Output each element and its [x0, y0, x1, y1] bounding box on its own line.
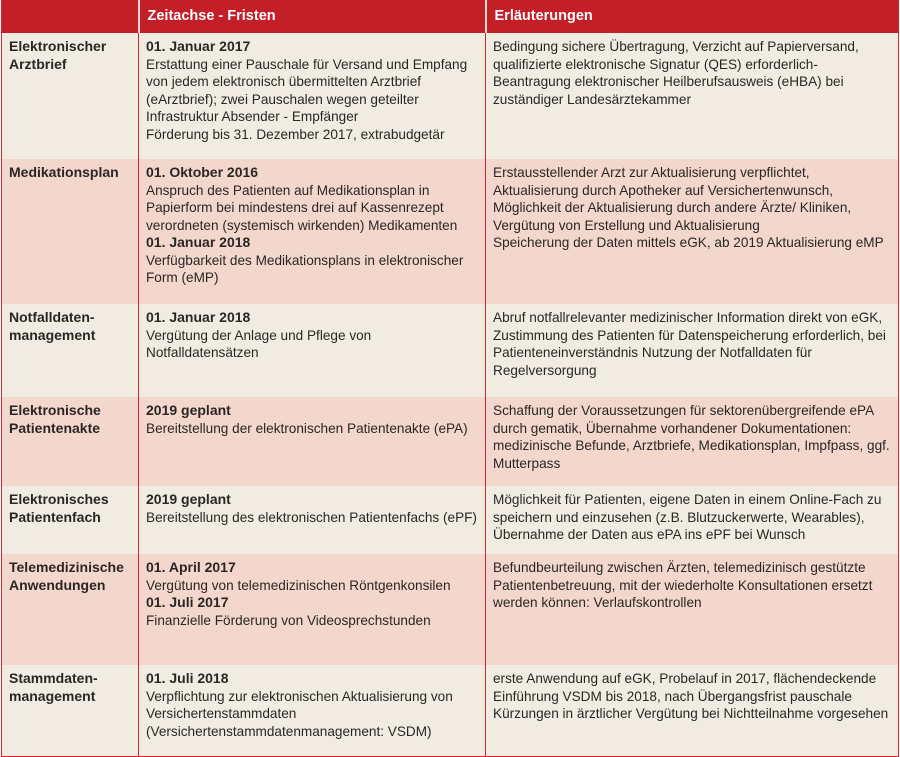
table-row-telemedizinische-anwendungen — [2, 554, 899, 665]
deadline-date: 01. Oktober 2016 — [146, 164, 259, 180]
timeline-cell — [139, 159, 486, 304]
timeline-cell — [139, 304, 486, 397]
deadline-date: 01. Januar 2018 — [146, 234, 251, 250]
header-notes: Erläuterungen — [486, 0, 899, 33]
header-application — [2, 0, 139, 33]
timeline-cell — [139, 554, 486, 665]
timeline-cell — [139, 665, 486, 756]
notes-cell — [486, 304, 899, 397]
application-name: Stammdaten- management — [9, 670, 98, 704]
timeline-cell — [139, 486, 486, 554]
application-cell — [2, 554, 139, 665]
timeline-cell — [139, 397, 486, 486]
notes-cell — [486, 33, 899, 159]
application-cell — [2, 665, 139, 756]
deadline-text: Erstattung einer Pauschale für Versand und Empfang von jedem elektronisch übermittelten Arztbrief (eArztbrief); zwei Pauschalen wegen geteilter Infrastruktur Absender - Empfänger — [146, 56, 468, 124]
application-name: Notfalldaten- management — [9, 309, 96, 343]
application-cell — [2, 304, 139, 397]
notes-text: Speicherung der Daten mittels eGK, ab 2019 Aktualisierung eMP — [493, 235, 884, 250]
deadline-date: 01. Juli 2017 — [146, 594, 229, 610]
timeline-cell — [139, 33, 486, 159]
application-cell — [2, 33, 139, 159]
deadline-text: Verpflichtung zur elektronischen Aktualisierung von Versichertenstammdaten (Versichertenstammdatenmanagement: VSDM) — [146, 688, 453, 739]
application-name: Elektronische Patientenakte — [9, 402, 101, 436]
application-name: Medikationsplan — [9, 164, 119, 180]
table-row-elektronischer-arztbrief — [2, 33, 899, 159]
table-row-notfalldatenmanagement — [2, 304, 899, 397]
notes-text: Erstausstellender Arzt zur Aktualisierung verpflichtet, Aktualisierung durch Apotheker auf Versichertenwunsch, Möglichkeit der Aktualisierung durch andere Ärzte/ Kliniken, Vergütung von Erstellung und Aktualisierung — [493, 165, 852, 233]
deadline-date: 2019 geplant — [146, 402, 231, 418]
application-name: Telemedizinische Anwendungen — [9, 559, 124, 593]
deadline-text: Verfügbarkeit des Medikationsplans in elektronischer Form (eMP) — [146, 252, 464, 285]
notes-text: Bedingung sichere Übertragung, Verzicht auf Papierversand, qualifizierte elektronische Signatur (QES) erforderlich- Beantragung elektronischer Heilberufsausweis (eHBA) bei zuständiger Landesärztekammer — [493, 39, 859, 107]
notes-cell — [486, 665, 899, 756]
deadline-date: 01. Juli 2018 — [146, 670, 229, 686]
notes-cell — [486, 486, 899, 554]
application-cell — [2, 397, 139, 486]
deadline-text: Förderung bis 31. Dezember 2017, extrabudgetär — [146, 126, 445, 142]
table-header-row — [2, 0, 899, 33]
table-row-medikationsplan — [2, 159, 899, 304]
notes-cell — [486, 397, 899, 486]
deadline-date: 01. Januar 2017 — [146, 38, 251, 54]
notes-text: Schaffung der Voraussetzungen für sektorenübergreifende ePA durch gematik, Übernahme vorhandener Dokumentationen: medizinische Befunde, Arztbriefe, Medikationsplan, Impfpass, ggf. Mutterpass — [493, 403, 890, 471]
table-row-elektronisches-patientenfach — [2, 486, 899, 554]
application-cell — [2, 486, 139, 554]
deadline-date: 2019 geplant — [146, 491, 231, 507]
deadline-text: Anspruch des Patienten auf Medikationsplan in Papierform bei mindestens drei auf Kassenrezept verordneten (systemisch wirkenden) Medikamenten — [146, 182, 458, 233]
deadline-date: 01. April 2017 — [146, 559, 236, 575]
deadline-text: Vergütung der Anlage und Pflege von Notfalldatensätzen — [146, 327, 372, 360]
application-cell — [2, 159, 139, 304]
application-name: Elektronischer Arztbrief — [9, 38, 107, 72]
deadline-text: Vergütung von telemedizinischen Röntgenkonsilen — [146, 577, 451, 593]
table-row-elektronische-patientenakte — [2, 397, 899, 486]
digital-health-timeline-table — [1, 0, 899, 757]
deadline-text: Bereitstellung der elektronischen Patientenakte (ePA) — [146, 420, 468, 436]
deadline-date: 01. Januar 2018 — [146, 309, 251, 325]
header-timeline: Zeitachse - Fristen — [139, 0, 486, 33]
notes-cell — [486, 159, 899, 304]
notes-text: Befundbeurteilung zwischen Ärzten, telemedizinisch gestützte Patientenbetreuung, mit der wiederholte Konsultationen ersetzt werden können: Verlaufskontrollen — [493, 560, 873, 610]
notes-cell — [486, 554, 899, 665]
application-name: Elektronisches Patientenfach — [9, 491, 109, 525]
notes-text: Abruf notfallrelevanter medizinischer Information direkt von eGK, Zustimmung des Patienten für Datenspeicherung erforderlich, bei Patienteneinverständnis Nutzung der Notfalldaten für Regelversorgung — [493, 310, 886, 378]
table-row-stammdatenmanagement — [2, 665, 899, 756]
notes-text: Möglichkeit für Patienten, eigene Daten in einem Online-Fach zu speichern und einzusehen (z.B. Blutzuckerwerte, Wearables), Übernahme der Daten aus ePA ins ePF bei Wunsch — [493, 492, 882, 542]
deadline-text: Bereitstellung des elektronischen Patientenfachs (ePF) — [146, 509, 477, 525]
deadline-text: Finanzielle Förderung von Videosprechstunden — [146, 612, 431, 628]
notes-text: erste Anwendung auf eGK, Probelauf in 2017, flächendeckende Einführung VSDM bis 2018, nach Übergangsfrist pauschale Kürzungen in ärztlicher Vergütung bei Nichtteilnahme vorgesehen — [493, 671, 889, 721]
